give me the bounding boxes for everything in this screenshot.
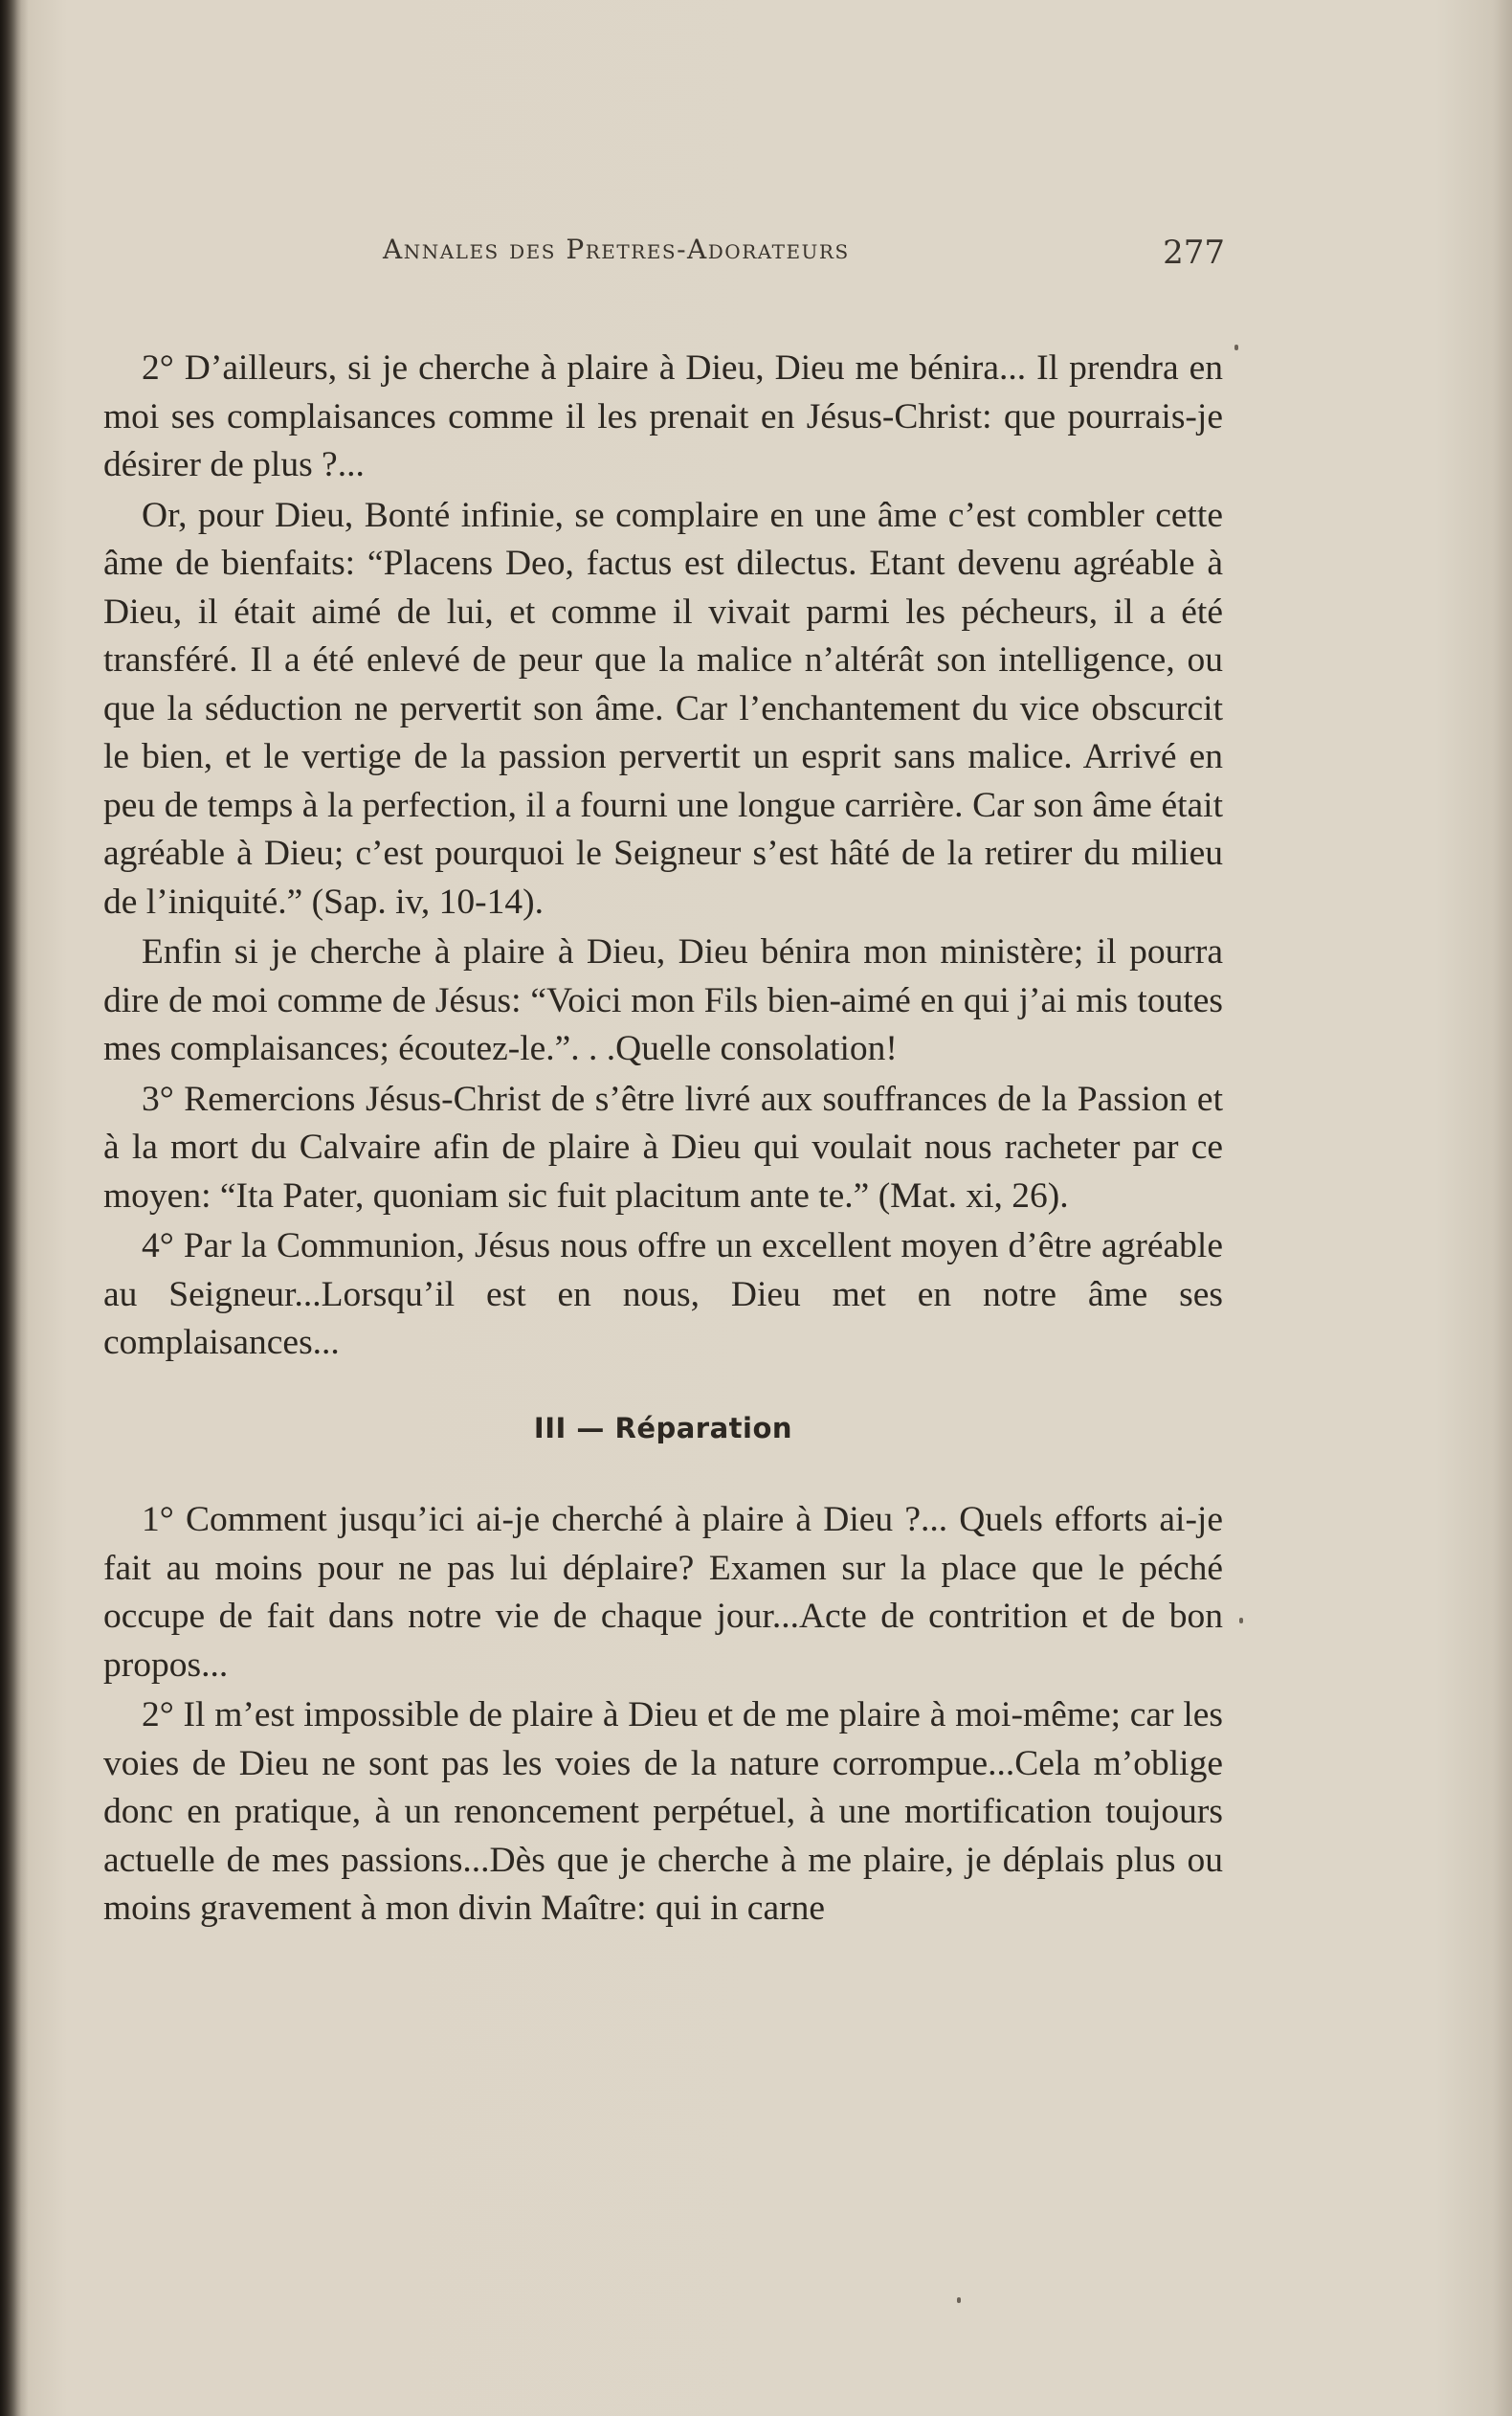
paragraph: Enfin si je cherche à plaire à Dieu, Dieu bénira mon ministère; il pourra dire de moi comme de Jésus: “Voici mon Fils bien-aimé en qui j’ai mis toutes mes complaisances; écoutez-le.”. . .Quelle consolation! [103, 932, 1223, 1068]
paper-speck [1234, 345, 1238, 350]
paragraph: 2° Il m’est impossible de plaire à Dieu et de me plaire à moi-même; car les voies de Dieu ne sont pas les voies de la nature corrompue...Cela m’oblige donc en pratique, à un renoncement perpétuel, à une mortification toujours actuelle de mes passions...Dès que je cherche à me plaire, je déplais plus ou moins gravement à mon divin Maître: qui in carne [103, 1695, 1223, 1928]
paper-speck [957, 2297, 961, 2303]
paragraph: 2° D’ailleurs, si je cherche à plaire à Dieu, Dieu me bénira... Il prendra en moi ses complaisances comme il les prenait en Jésus-Christ: que pourrais-je désirer de plus ?... [103, 348, 1223, 484]
paragraph: 3° Remercions Jésus-Christ de s’être livré aux souffrances de la Passion et à la mort du Calvaire afin de plaire à Dieu qui voulait nous racheter par ce moyen: “Ita Pater, quoniam sic fuit placitum ante te.” (Mat. xi, 26). [103, 1079, 1223, 1216]
paragraph: 4° Par la Communion, Jésus nous offre un excellent moyen d’être agréable au Seigneur...Lorsqu’il est en nous, Dieu met en notre âme ses complaisances... [103, 1226, 1223, 1362]
running-head [383, 228, 1234, 276]
section-heading: III — Réparation [533, 1411, 793, 1444]
page-number: 277 [1163, 234, 1225, 272]
body-text [103, 345, 1223, 1935]
paper-speck [1239, 1618, 1243, 1623]
book-gutter-shadow [0, 0, 29, 2416]
paragraph: Or, pour Dieu, Bonté infinie, se complaire en une âme c’est combler cette âme de bienfaits: “Placens Deo, factus est dilectus. Etant devenu agréable à Dieu, il était aimé de lui, et comme il vivait parmi les pécheurs, il a été transféré. Il a été enlevé de peur que la malice n’altérât son intelligence, ou que la séduction ne pervertit son âme. Car l’enchantement du vice obscurcit le bien, et le vertige de la passion pervertit un esprit sans malice. Arrivé en peu de temps à la perfection, il a fourni une longue carrière. Car son âme était agréable à Dieu; c’est pourquoi le Seigneur s’est hâté de la retirer du milieu de l’iniquité.” (Sap. iv, 10-14). [103, 495, 1223, 922]
paragraph: 1° Comment jusqu’ici ai-je cherché à plaire à Dieu ?... Quels efforts ai-je fait au moins pour ne pas lui déplaire? Examen sur la place que le péché occupe de fait dans notre vie de chaque jour...Acte de contrition et de bon propos... [103, 1500, 1223, 1685]
running-title: Annales des Pretres-Adorateurs [383, 234, 850, 265]
